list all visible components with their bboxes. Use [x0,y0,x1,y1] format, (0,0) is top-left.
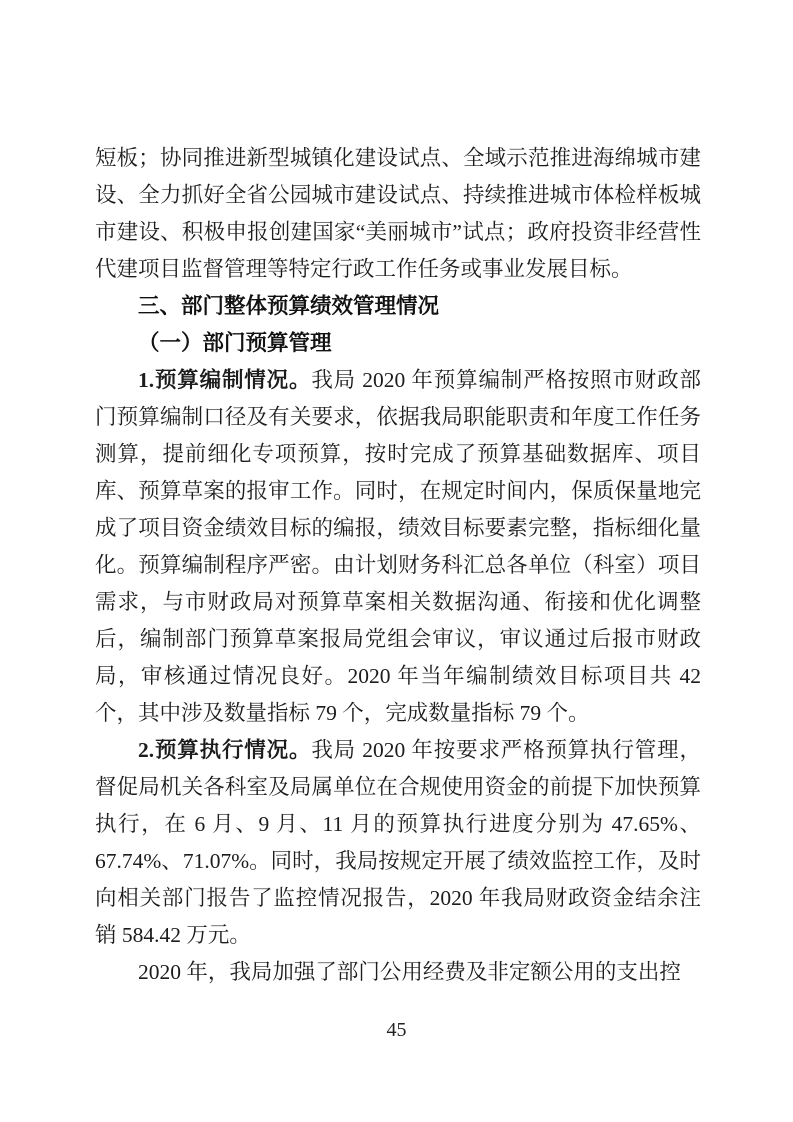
paragraph-continuation-goals [95,140,701,288]
paragraph-lead: 2.预算执行情况。 [138,738,312,762]
paragraph-text: 短板；协同推进新型城镇化建设试点、全域示范推进海绵城市建设、全力抓好全省公园城市建设试点、持续推进城市体检样板城市建设、积极申报创建国家“美丽城市”试点；政府投资非经营性代建项目监督管理等特定行政工作任务或事业发展目标。 [95,146,701,281]
heading-text: （一）部门预算管理 [138,331,332,355]
paragraph-text: 2020 年，我局加强了部门公用经费及非定额公用的支出控 [138,960,681,984]
paragraph-lead: 1.预算编制情况。 [138,368,312,392]
paragraph-text: 我局 2020 年按要求严格预算执行管理，督促局机关各科室及局属单位在合规使用资金的前提下加快预算执行，在 6 月、9 月、11 月的预算执行进度分别为 47.65%、67.74%、71.07%。同时，我局按规定开展了绩效监控工作，及时向相关部门报告了监控情况报告，2020 年我局财政资金结余注销 584.42 万元。 [95,738,701,947]
heading-text: 三、部门整体预算绩效管理情况 [138,294,440,318]
page-number: 45 [386,1019,407,1041]
subsection-heading-budget-management [95,325,701,362]
paragraph-budget-preparation [95,362,701,732]
paragraph-text: 我局 2020 年预算编制严格按照市财政部门预算编制口径及有关要求，依据我局职能职责和年度工作任务测算，提前细化专项预算，按时完成了预算基础数据库、项目库、预算草案的报审工作。同时，在规定时间内，保质保量地完成了项目资金绩效目标的编报，绩效目标要素完整，指标细化量化。预算编制程序严密。由计划财务科汇总各单位（科室）项目需求，与市财政局对预算草案相关数据沟通、衔接和优化调整后，编制部门预算草案报局党组会审议，审议通过后报市财政局，审核通过情况良好。2020 年当年编制绩效目标项目共 42 个，其中涉及数量指标 79 个，完成数量指标 79 个。 [95,368,701,725]
text-column [95,140,701,991]
paragraph-budget-execution [95,732,701,954]
section-heading-performance-management [95,288,701,325]
paragraph-expense-control [95,954,701,991]
